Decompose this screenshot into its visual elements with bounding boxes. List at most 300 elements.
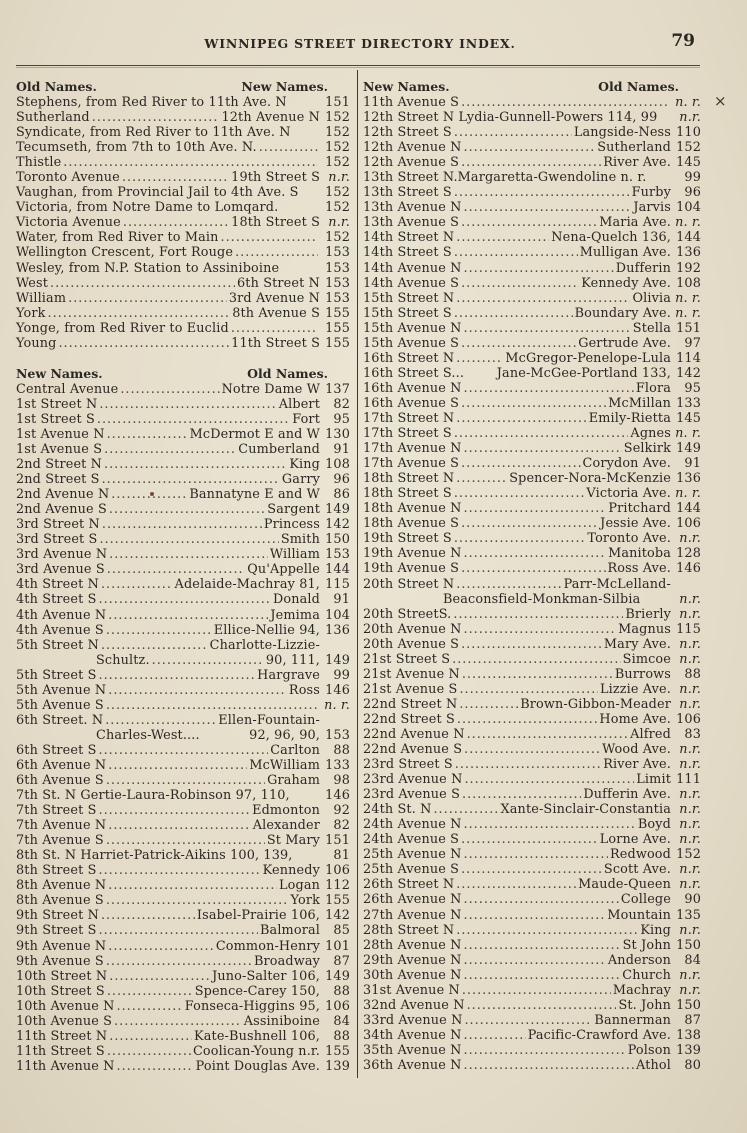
directory-entry <box>363 727 701 742</box>
corresponding-name: Adelaide-Machray 81, <box>174 577 320 593</box>
page-reference: 106 <box>676 711 701 727</box>
street-name: 1st Street S <box>16 411 95 427</box>
dot-leader <box>456 411 586 426</box>
page-reference: 138 <box>676 1027 701 1043</box>
dot-leader <box>107 427 188 442</box>
corresponding-name: Alfred <box>630 726 671 742</box>
page-reference: 110 <box>676 125 701 141</box>
left-column <box>16 78 350 1074</box>
page-title: WINNIPEG STREET DIRECTORY INDEX. <box>204 36 516 51</box>
street-name: Central Avenue <box>16 381 119 397</box>
directory-entry <box>16 698 350 713</box>
street-name: 2nd Street N <box>16 457 103 473</box>
directory-entry <box>363 351 701 366</box>
directory-entry <box>16 577 350 592</box>
street-name: 5th Avenue S <box>16 697 104 713</box>
street-name: 27th Avenue N <box>363 907 462 923</box>
dot-leader <box>109 969 210 984</box>
page-reference: 99 <box>684 170 701 186</box>
corresponding-name: Maria Ave. <box>599 215 671 231</box>
corresponding-name: Logan <box>278 878 320 894</box>
corresponding-name: Mountain <box>607 907 671 923</box>
directory-entry <box>16 1029 350 1044</box>
page-reference: 150 <box>676 997 701 1013</box>
corresponding-name: Stella <box>632 320 671 336</box>
new-to-old-list <box>16 382 350 1074</box>
directory-entry <box>363 908 701 923</box>
street-name: 28th Street N <box>363 922 455 938</box>
dot-leader <box>456 291 630 306</box>
street-name: 17th Street S <box>363 426 452 442</box>
new-to-old-list-continued <box>363 95 701 1073</box>
directory-entry <box>363 200 701 215</box>
directory-entry <box>363 456 701 471</box>
corresponding-name: Jarvis <box>633 200 671 216</box>
directory-entry <box>16 321 350 336</box>
corresponding-name: Jessie Ave. <box>600 516 671 532</box>
street-name: 8th St. N Harriet-Patrick-Aikins 100, 139, <box>16 848 293 864</box>
page-reference: 88 <box>684 666 701 682</box>
corresponding-name: 11th Street S <box>231 335 320 351</box>
directory-entry <box>363 892 701 907</box>
directory-entry <box>363 1028 701 1043</box>
dot-leader <box>456 471 507 486</box>
page-reference: 149 <box>325 652 350 668</box>
directory-entry <box>363 366 701 381</box>
street-name: 6th Street. N <box>16 712 104 728</box>
directory-entry-continuation <box>16 728 350 743</box>
corresponding-name: Furby <box>631 185 671 201</box>
street-name: 22nd Avenue N <box>363 726 465 742</box>
street-name: 20th Street N <box>363 576 455 592</box>
dot-leader <box>454 531 586 546</box>
page-reference: 151 <box>676 320 701 336</box>
directory-entry <box>16 608 350 623</box>
corresponding-name: McDermot E and W <box>189 426 320 442</box>
directory-entry <box>363 185 701 200</box>
corresponding-name: Ross Ave. <box>607 561 671 577</box>
dot-leader <box>461 215 597 230</box>
street-name: 23rd Avenue S <box>363 787 461 803</box>
corresponding-name: Graham <box>267 773 320 789</box>
street-name: 16th Avenue S <box>363 395 460 411</box>
street-name: 15th Street N <box>363 290 455 306</box>
directory-entry <box>16 472 350 487</box>
corresponding-name: York <box>290 893 320 909</box>
directory-entry <box>363 742 701 757</box>
street-name: 31st Avenue N <box>363 982 460 998</box>
page-reference: 130 <box>325 426 350 442</box>
directory-entry <box>16 306 350 321</box>
page-reference: 88 <box>333 983 350 999</box>
dot-leader <box>461 276 579 291</box>
dot-leader <box>48 306 231 321</box>
page-reference: 84 <box>333 1013 350 1029</box>
column-heading-new-names: New Names. <box>363 79 450 94</box>
corresponding-name: Charlotte-Lizzie- <box>209 637 320 653</box>
dot-leader <box>459 682 598 697</box>
street-name: 15th Street S <box>363 305 452 321</box>
page-reference: 149 <box>325 502 350 518</box>
street-name: 21st Avenue N <box>363 666 460 682</box>
dot-leader <box>464 1028 526 1043</box>
dot-leader <box>462 787 581 802</box>
corresponding-name: Hargrave <box>257 667 320 683</box>
corresponding-name: King <box>640 922 671 938</box>
header-rule <box>16 65 700 66</box>
dot-leader <box>461 336 576 351</box>
dot-leader <box>63 155 318 170</box>
corresponding-name: Emily-Rietta <box>588 410 671 426</box>
corresponding-name: St John <box>622 937 671 953</box>
page-reference: 152 <box>325 110 350 126</box>
street-name: 3rd Avenue S <box>16 562 105 578</box>
page-reference: 108 <box>676 275 701 291</box>
directory-entry <box>16 502 350 517</box>
page-reference: 136 <box>676 245 701 261</box>
dot-leader <box>99 532 278 547</box>
page-reference: 145 <box>676 410 701 426</box>
directory-entry <box>16 276 350 291</box>
dot-leader <box>454 125 572 140</box>
page-reference: 152 <box>325 185 350 201</box>
directory-entry <box>16 412 350 427</box>
directory-entry <box>16 291 350 306</box>
dot-leader <box>99 803 251 818</box>
directory-entry <box>16 245 350 260</box>
page-reference: n.r. <box>679 982 701 998</box>
old-to-new-list <box>16 95 350 351</box>
corresponding-name: Boyd <box>637 817 671 833</box>
corresponding-name: Broadway <box>253 953 320 969</box>
page-reference: 87 <box>684 1012 701 1028</box>
page-reference: 80 <box>684 1058 701 1073</box>
directory-entry <box>16 863 350 878</box>
page-reference: n.r. <box>679 877 701 893</box>
street-name: 17th Street N <box>363 410 455 426</box>
dot-leader <box>111 487 187 502</box>
corresponding-name: Isabel-Prairie 106, <box>196 908 320 924</box>
dot-leader <box>114 1014 242 1029</box>
dot-leader <box>97 412 290 427</box>
directory-entry <box>16 562 350 577</box>
dot-leader <box>106 623 212 638</box>
directory-entry <box>363 215 701 230</box>
directory-entry <box>16 547 350 562</box>
dot-leader <box>108 608 268 623</box>
street-name: 35th Avenue N <box>363 1042 462 1058</box>
directory-entry <box>363 667 701 682</box>
dot-leader <box>464 546 607 561</box>
street-name: 12th Street S <box>363 125 452 141</box>
corresponding-name: King <box>289 457 320 473</box>
street-name: 5th Street S <box>16 667 97 683</box>
page-reference: 144 <box>325 562 350 578</box>
directory-entry <box>363 230 701 245</box>
dot-leader <box>464 892 619 907</box>
street-name: 24th St. N <box>363 802 432 818</box>
directory-entry <box>16 818 350 833</box>
corresponding-name: Agnes <box>630 426 671 442</box>
page-reference: 114 <box>676 350 701 366</box>
street-name: 12th Street N Lydia-Gunnell-Powers 114, 99 <box>363 110 658 126</box>
corresponding-name: Kate-Bushnell 106, <box>194 1028 320 1044</box>
street-name: 32nd Avenue N <box>363 997 465 1013</box>
directory-entry <box>363 787 701 802</box>
corresponding-name: Xante-Sinclair-Constantia <box>500 802 671 818</box>
corresponding-name: Maude-Queen <box>578 877 671 893</box>
street-name: 7th Avenue S <box>16 833 104 849</box>
dot-leader <box>454 486 585 501</box>
directory-entry <box>16 788 350 803</box>
page-reference: 150 <box>325 532 350 548</box>
corresponding-name: Mary Ave. <box>603 636 671 652</box>
page-reference: 99 <box>333 667 350 683</box>
dot-leader <box>464 1058 635 1073</box>
corresponding-name: Balmoral <box>259 923 320 939</box>
directory-entry <box>16 939 350 954</box>
page-reference: 155 <box>325 893 350 909</box>
directory-entry <box>16 923 350 938</box>
page-reference: 115 <box>676 621 701 637</box>
page-reference: 112 <box>325 878 350 894</box>
directory-entry <box>363 622 701 637</box>
street-name: 25th Avenue S <box>363 862 460 878</box>
street-name: 7th Avenue N <box>16 818 107 834</box>
page-reference: n.r. <box>679 862 701 878</box>
directory-entry <box>16 532 350 547</box>
directory-entry <box>363 381 701 396</box>
dot-leader <box>464 817 636 832</box>
dot-leader <box>108 758 247 773</box>
corresponding-name: Fonseca-Higgins 95, <box>184 998 320 1014</box>
directory-entry <box>16 1044 350 1059</box>
dot-leader <box>102 517 262 532</box>
directory-entry <box>16 1014 350 1029</box>
street-name: 6th Avenue S <box>16 773 104 789</box>
page-reference: 136 <box>325 622 350 638</box>
corresponding-name: Machray <box>612 982 671 998</box>
street-name: 26th Avenue N <box>363 892 462 908</box>
corresponding-name: 92, 96, 90, <box>249 727 320 743</box>
page-reference: 82 <box>333 396 350 412</box>
directory-entry <box>363 486 701 501</box>
page-reference: n.r. <box>679 832 701 848</box>
corresponding-name: Toronto Ave. <box>587 531 671 547</box>
dot-leader <box>101 638 208 653</box>
page-reference: 192 <box>676 260 701 276</box>
page-reference: 151 <box>325 95 350 110</box>
street-name: Young <box>16 335 57 351</box>
directory-entry <box>16 170 350 185</box>
page-reference: 95 <box>333 411 350 427</box>
page-reference: 106 <box>325 998 350 1014</box>
directory-entry <box>363 516 701 531</box>
dot-leader <box>461 637 602 652</box>
directory-entry <box>363 862 701 877</box>
directory-entry <box>16 893 350 908</box>
directory-entry <box>16 713 350 728</box>
page-reference: 88 <box>333 742 350 758</box>
street-name: 33rd Avenue N <box>363 1012 463 1028</box>
corresponding-name: Garry <box>281 472 320 488</box>
dot-leader <box>109 1029 192 1044</box>
corresponding-name: 3rd Avenue N <box>228 290 320 306</box>
street-name: 20th Avenue S <box>363 636 460 652</box>
page-reference: 155 <box>325 305 350 321</box>
street-name: 22nd Avenue S <box>363 742 463 758</box>
page-reference: 146 <box>676 561 701 577</box>
directory-entry <box>363 95 701 110</box>
corresponding-name: Magnus <box>618 621 671 637</box>
page-reference: 106 <box>325 863 350 879</box>
page-reference: 139 <box>325 1058 350 1074</box>
dot-leader <box>464 321 631 336</box>
directory-entry <box>363 561 701 576</box>
directory-entry <box>16 155 350 170</box>
page-reference: n.r. <box>679 922 701 938</box>
dot-leader <box>108 818 251 833</box>
corresponding-name: Kennedy <box>262 863 320 879</box>
dot-leader <box>456 923 638 938</box>
page-reference: 96 <box>684 185 701 201</box>
dot-leader <box>99 668 256 683</box>
street-name: 7th Street S <box>16 803 97 819</box>
directory-entry <box>363 802 701 817</box>
street-name: 18th Street N <box>363 471 455 487</box>
street-name: 36th Avenue N <box>363 1058 462 1073</box>
street-name: 6th Avenue N <box>16 757 107 773</box>
page-reference: 106 <box>676 516 701 532</box>
corresponding-name: Qu'Appelle <box>247 562 320 578</box>
street-name: 2nd Avenue S <box>16 502 107 518</box>
street-name: Stephens, from Red River to 11th Ave. N <box>16 95 287 110</box>
directory-entry <box>16 833 350 848</box>
dot-leader <box>461 456 580 471</box>
page-reference: 142 <box>325 517 350 533</box>
page-reference: 95 <box>684 380 701 396</box>
directory-entry-continuation <box>16 653 350 668</box>
directory-entry <box>16 773 350 788</box>
street-name: 14th Avenue S <box>363 275 460 291</box>
page-reference: 115 <box>325 577 350 593</box>
dot-leader <box>231 321 318 336</box>
directory-entry <box>16 110 350 125</box>
corresponding-name: Point Douglas Ave. <box>195 1058 320 1074</box>
corresponding-name: Athol <box>636 1058 671 1073</box>
corresponding-name: College <box>620 892 671 908</box>
directory-entry <box>363 396 701 411</box>
directory-entry <box>16 457 350 472</box>
directory-entry <box>363 607 701 622</box>
page-reference: 149 <box>676 441 701 457</box>
street-name: 22nd Street N <box>363 696 458 712</box>
street-name: 23rd Street S <box>363 757 453 773</box>
dot-leader <box>108 878 277 893</box>
corresponding-name: River Ave. <box>603 155 671 171</box>
page-reference: 146 <box>325 682 350 698</box>
directory-entry <box>363 155 701 170</box>
street-name: 3rd Avenue N <box>16 547 108 563</box>
corresponding-name: Ellice-Nellie 94, <box>213 622 320 638</box>
directory-entry <box>363 1043 701 1058</box>
dot-leader <box>106 698 318 713</box>
directory-entry <box>363 1058 701 1073</box>
street-name: Syndicate, from Red River to 11th Ave. N <box>16 125 291 141</box>
page-reference: 82 <box>333 818 350 834</box>
page-reference: 136 <box>676 471 701 487</box>
directory-entry <box>16 230 350 245</box>
dot-leader <box>461 155 601 170</box>
corresponding-name: Princess <box>263 517 320 533</box>
page-reference: 104 <box>325 607 350 623</box>
dot-leader <box>58 336 229 351</box>
page-reference: 87 <box>333 953 350 969</box>
dot-leader <box>221 230 318 245</box>
directory-entry <box>16 215 350 230</box>
dot-leader <box>462 983 611 998</box>
page-reference: 133 <box>325 757 350 773</box>
street-name: Victoria Avenue <box>16 215 121 231</box>
corresponding-name: 19th Street S <box>231 170 320 186</box>
street-name: 4th Avenue N <box>16 607 107 623</box>
street-name: 4th Street N <box>16 577 99 593</box>
directory-entry <box>16 442 350 457</box>
dot-leader <box>464 968 621 983</box>
dot-leader <box>464 501 607 516</box>
dot-leader <box>456 577 561 592</box>
corresponding-name: Jane-McGee-Portland 133, <box>496 365 671 381</box>
street-name: West <box>16 275 48 291</box>
corresponding-name: William <box>269 547 320 563</box>
corresponding-name: Bannerman <box>594 1012 671 1028</box>
page-reference: 152 <box>325 230 350 246</box>
directory-entry <box>16 638 350 653</box>
dot-leader <box>459 697 518 712</box>
page-reference: 88 <box>333 1028 350 1044</box>
corresponding-name: Sargent <box>267 502 320 518</box>
street-name: 14th Avenue N <box>363 260 462 276</box>
corresponding-name: Polson <box>627 1042 671 1058</box>
corresponding-name: Assiniboine <box>243 1013 320 1029</box>
dot-leader <box>464 1043 626 1058</box>
street-name: York <box>16 305 46 321</box>
directory-entry <box>363 531 701 546</box>
corresponding-name: Victoria Ave. <box>586 486 671 502</box>
directory-entry <box>16 758 350 773</box>
street-name: 11th Avenue S <box>363 95 460 110</box>
dot-leader <box>456 877 576 892</box>
directory-entry <box>16 623 350 638</box>
street-name: 9th Street N <box>16 908 99 924</box>
street-name: 5th Street N <box>16 637 99 653</box>
section-gap <box>16 351 350 365</box>
dot-leader <box>92 110 220 125</box>
dot-leader <box>453 607 623 622</box>
directory-entry <box>363 140 701 155</box>
dot-leader <box>462 667 613 682</box>
page-reference: 96 <box>333 472 350 488</box>
page-reference: n. r. <box>675 95 701 110</box>
dot-leader <box>464 742 600 757</box>
dot-leader <box>456 351 503 366</box>
directory-entry <box>363 983 701 998</box>
corresponding-name: Kennedy Ave. <box>581 275 671 291</box>
dot-leader <box>117 1059 194 1074</box>
directory-entry <box>16 954 350 969</box>
dot-leader <box>99 397 276 412</box>
street-name: 16th Avenue N <box>363 380 462 396</box>
